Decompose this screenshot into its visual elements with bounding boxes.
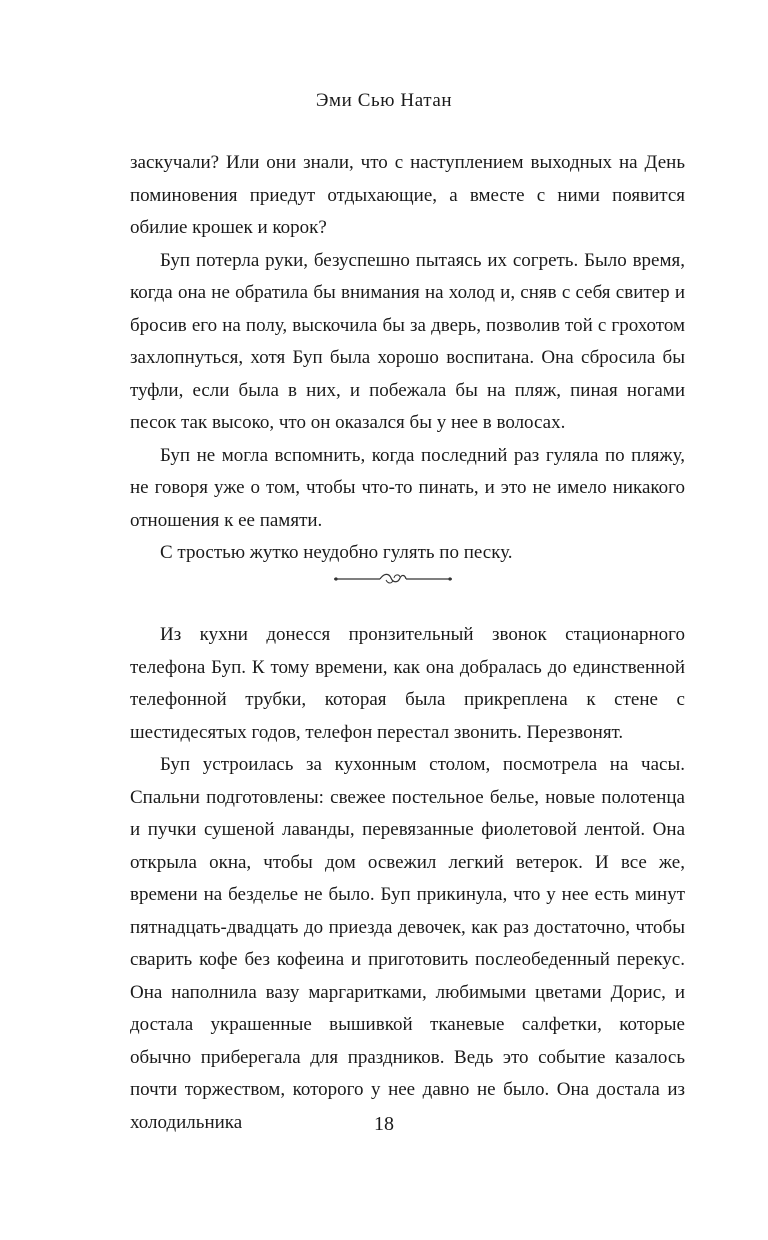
section-break-ornament — [334, 570, 452, 588]
paragraph: Буп устроилась за кухонным столом, посмотрела на часы. Спальни подготовлены: свежее постельное белье, новые полотенца и пучки сушеной лаванды, перевязанные фиолетовой лентой. Она открыла окна, чтобы дом освежил легкий ветерок. И все же, времени на безделье не было. Буп прикинула, что у нее есть минут пятнадцать-двадцать до приезда девочек, как раз достаточно, чтобы сварить кофе без кофеина и приготовить послеобеденный перекус. Она наполнила вазу маргаритками, любимыми цветами Дорис, и достала украшенные вышивкой тканевые салфетки, которые обычно приберегала для праздников. Ведь это событие казалось почти торжеством, которого у нее давно не было. Она достала из холодильника — [130, 754, 685, 1133]
paragraph: заскучали? Или они знали, что с наступлением выходных на День поминовения приедут отдыхающие, а вместе с ними появится обилие крошек и корок? — [130, 152, 685, 238]
paragraph: Из кухни донесся пронзительный звонок стационарного телефона Буп. К тому времени, как она добралась до единственной телефонной трубки, которая была прикреплена к стене с шестидесятых годов, телефон перестал звонить. Перезвонят. — [130, 624, 685, 743]
paragraph: С тростью жутко неудобно гулять по песку. — [160, 542, 513, 563]
paragraph: Буп потерла руки, безуспешно пытаясь их согреть. Было время, когда она не обратила бы внимания на холод и, сняв с себя свитер и бросив его на полу, выскочила бы за дверь, позволив той с грохотом захлопнуться, хотя Буп была хорошо воспитана. Она сбросила бы туфли, если была в них, и побежала бы на пляж, пиная ногами песок так высоко, что он оказался бы у нее в волосах. — [130, 249, 685, 433]
text-section-1 — [130, 147, 685, 570]
page-number: 18 — [374, 1113, 394, 1135]
running-head: Эми Сью Натан — [315, 90, 453, 111]
paragraph: Буп не могла вспомнить, когда последний раз гуляла по пляжу, не говоря уже о том, чтобы что-то пинать, и это не имело никакого отношения к ее памяти. — [130, 444, 685, 531]
text-section-2 — [130, 619, 685, 1139]
